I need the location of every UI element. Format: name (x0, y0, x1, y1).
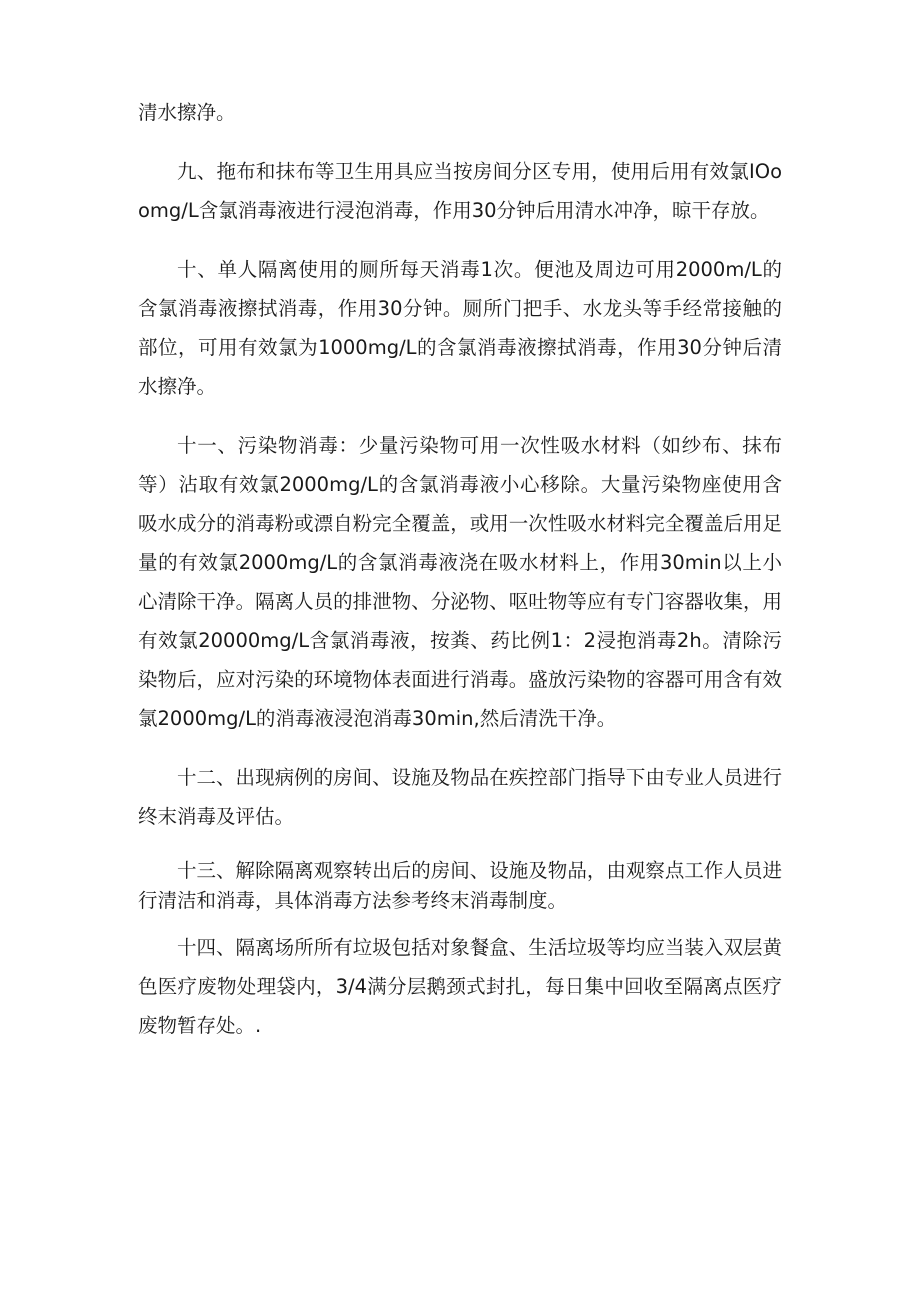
paragraph-item-9: 九、拖布和抹布等卫生用具应当按房间分区专用，使用后用有效氯IOoomg/L含氯消毒液进行浸泡消毒，作用30分钟后用清水冲净，晾干存放。 (138, 160, 782, 222)
paragraph-item-13: 十三、解除隔离观察转出后的房间、设施及物品，由观察点工作人员进行清洁和消毒，具体消毒方法参考终末消毒制度。 (138, 859, 782, 912)
paragraph-item-10: 十、单人隔离使用的厕所每天消毒1次。便池及周边可用2000m∕L的含氯消毒液擦拭消毒，作用30分钟。厕所门把手、水龙头等手经常接触的部位，可用有效氯为1000mg∕L的含氯消毒液擦拭消毒，作用30分钟后清水擦净。 (138, 258, 782, 398)
paragraph-continuation: 清水擦净。 (138, 101, 236, 124)
paragraph-item-12: 十二、出现病例的房间、设施及物品在疾控部门指导下由专业人员进行终末消毒及评估。 (138, 766, 782, 828)
paragraph-item-11: 十一、污染物消毒：少量污染物可用一次性吸水材料（如纱布、抹布等）沾取有效氯2000mg∕L的含氯消毒液小心移除。大量污染物座使用含吸水成分的消毒粉或漂自粉完全覆盖，或用一次性吸水材料完全覆盖后用足量的有效氯2000mg∕L的含氯消毒液浇在吸水材料上，作用30min以上小心清除干净。隔离人员的排泄物、分泌物、呕吐物等应有专门容器收集，用有效氯20000mg∕L含氯消毒液，按粪、药比例1：2浸抱消毒2h。清除污染物后，应对污染的环境物体表面进行消毒。盛放污染物的容器可用含有效氯2000mg∕L的消毒液浸泡消毒30min,然后清洗干净。 (138, 434, 782, 730)
paragraph-item-14: 十四、隔离场所所有垃圾包括对象餐盒、生活垃圾等均应当装入双层黄色医疗废物处理袋内，3/4满分层鹅颈式封扎，每日集中回收至隔离点医疗废物暂存处。. (138, 936, 782, 1037)
